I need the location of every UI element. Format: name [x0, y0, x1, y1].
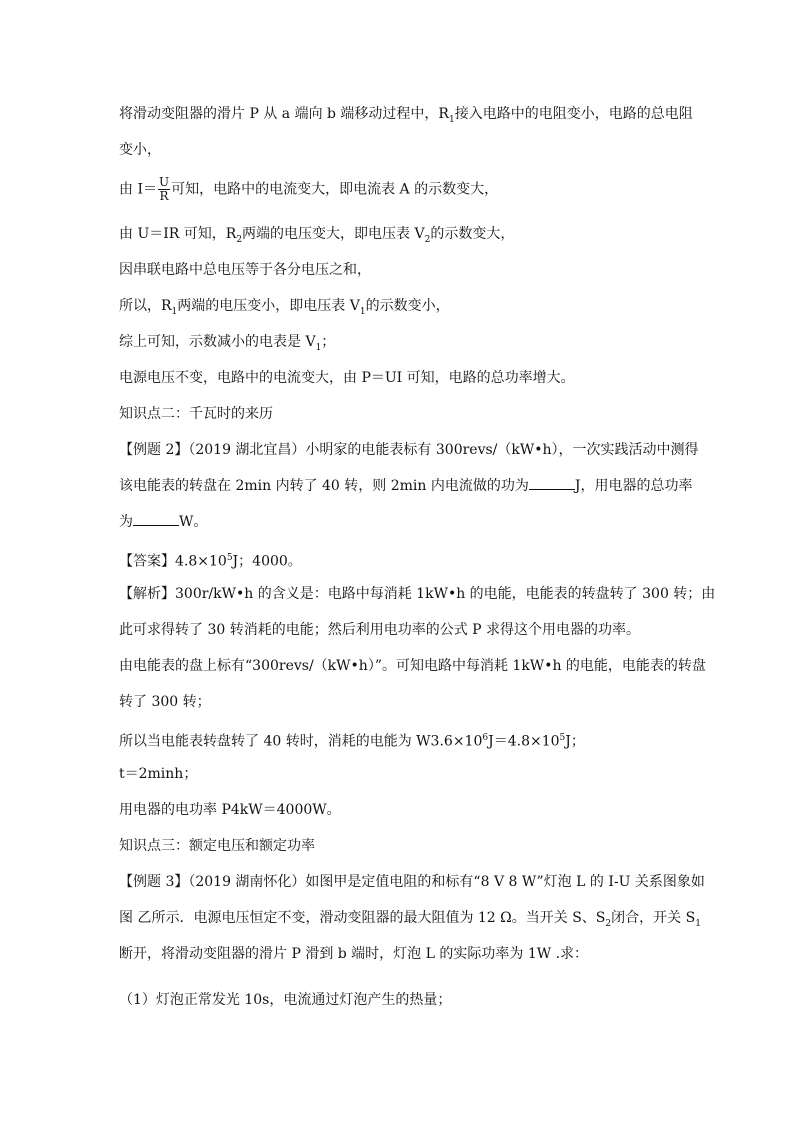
text-span: 断开，将滑动变阻器的滑片 P 滑到 b 端时，灯泡 L 的实际功率为 1W .求： — [119, 946, 589, 962]
text-line — [119, 728, 585, 752]
text-line — [119, 332, 335, 358]
text-span: J； — [565, 733, 585, 750]
text-span: 的示数变小， — [365, 298, 450, 314]
text-span: 图 乙所示．电源电压恒定不变，滑动变阻器的最大阻值为 12 Ω。当开关 S、S — [119, 910, 606, 926]
superscript: 6 — [482, 733, 489, 743]
text-span: 【例题 2】（2019 湖北宜昌）小明家的电能表标有 300revs/（kW•h），一次实践活动中测得 — [119, 442, 699, 458]
text-line — [119, 764, 197, 784]
text-span: 将滑动变阻器的滑片 P 从 a 端向 b 端移动过程中，R — [119, 106, 449, 122]
text-line — [119, 656, 706, 676]
text-span: 变小， — [119, 142, 161, 158]
text-span: 闭合，开关 S — [611, 910, 696, 926]
text-span: 为 — [119, 514, 133, 530]
text-span: 接入电路中的电阻变小，电路的总电阻 — [454, 106, 693, 122]
text-span: 的示数变大， — [430, 226, 515, 242]
superscript: 5 — [226, 553, 233, 563]
text-span: 此可求得转了 30 转消耗的电能；然后利用电功率的公式 P 求得这个用电器的功率。 — [119, 622, 641, 638]
formula-line — [119, 176, 498, 203]
section-heading — [119, 404, 273, 424]
answer-blank — [529, 477, 575, 490]
text-line — [119, 512, 207, 532]
subscript: 2 — [236, 234, 243, 245]
text-span: 由 I＝ — [119, 181, 157, 198]
text-span: 【答案】4.8×10 — [119, 553, 227, 570]
subscript: 1 — [359, 306, 366, 317]
text-span: 因串联电路中总电压等于各分电压之和， — [119, 262, 371, 278]
text-span: J，用电器的总功率 — [574, 478, 693, 494]
text-span: 转了 300 转； — [119, 694, 211, 710]
text-line — [119, 944, 588, 964]
text-span: 所以当电能表转盘转了 40 转时，消耗的电能为 W3.6×10 — [119, 733, 483, 750]
section-heading — [119, 836, 315, 856]
fraction-numerator: U — [158, 175, 170, 189]
text-span: 由 U＝IR 可知，R — [119, 226, 237, 242]
text-span: ； — [321, 334, 336, 350]
text-span: 两端的电压变小，即电压表 V — [177, 298, 360, 314]
text-line — [119, 800, 341, 820]
text-line — [119, 260, 371, 280]
text-span: 两端的电压变大，即电压表 V — [242, 226, 425, 242]
text-line — [119, 368, 575, 388]
text-line — [119, 692, 211, 712]
text-line — [119, 296, 450, 322]
text-span: 由电能表的盘上标有“300revs/（kW•h）”。可知电路中每消耗 1kW•h 的电能，电能表的转盘 — [119, 658, 706, 674]
text-span: 【解析】300r/kW•h 的含义是：电路中每消耗 1kW•h 的电能，电能表的转盘转了 300 转；由 — [119, 586, 716, 602]
subscript: 1 — [448, 114, 455, 125]
subscript: 1 — [695, 918, 701, 929]
text-span: 该电能表的转盘在 2min 内转了 40 转，则 2min 内电流做的功为 — [119, 478, 529, 494]
text-span: 可知，电路中的电流变大，即电流表 A 的示数变大， — [171, 181, 499, 198]
text-span: t＝2minh； — [119, 766, 198, 782]
subscript: 1 — [171, 306, 178, 317]
text-span: 电源电压不变，电路中的电流变大，由 P＝UI 可知，电路的总功率增大。 — [119, 370, 575, 386]
text-line — [119, 872, 705, 892]
fraction-denominator: R — [159, 189, 169, 203]
subscript: 2 — [424, 234, 431, 245]
text-span: J＝4.8×10 — [488, 733, 560, 750]
text-span: （1）灯泡正常发光 10s，电流通过灯泡产生的热量； — [119, 992, 452, 1008]
text-span: 【例题 3】（2019 湖南怀化）如图甲是定值电阻的和标有“8 V 8 W”灯泡 L 的 I-U 关系图象如 — [119, 874, 705, 890]
answer-line — [119, 548, 302, 572]
text-line — [119, 620, 640, 640]
subscript: 1 — [315, 342, 322, 353]
text-line — [119, 140, 161, 160]
text-span: J；4000。 — [232, 553, 302, 570]
text-line — [119, 584, 715, 604]
subscript: 2 — [605, 918, 612, 929]
fraction — [158, 176, 170, 203]
text-line — [119, 908, 701, 934]
text-line — [119, 224, 514, 250]
text-span: 知识点二：千瓦时的来历 — [119, 406, 273, 422]
text-span: 知识点三：额定电压和额定功率 — [119, 838, 315, 854]
superscript: 5 — [559, 733, 566, 743]
text-line — [119, 440, 699, 460]
text-span: 用电器的电功率 P4kW＝4000W。 — [119, 802, 341, 818]
text-line — [119, 104, 693, 130]
text-span: W。 — [179, 514, 208, 530]
text-span: 所以，R — [119, 298, 172, 314]
text-span: 综上可知，示数减小的电表是 V — [119, 334, 316, 350]
text-line — [119, 476, 693, 496]
answer-blank — [133, 513, 179, 526]
question-item — [119, 990, 451, 1010]
